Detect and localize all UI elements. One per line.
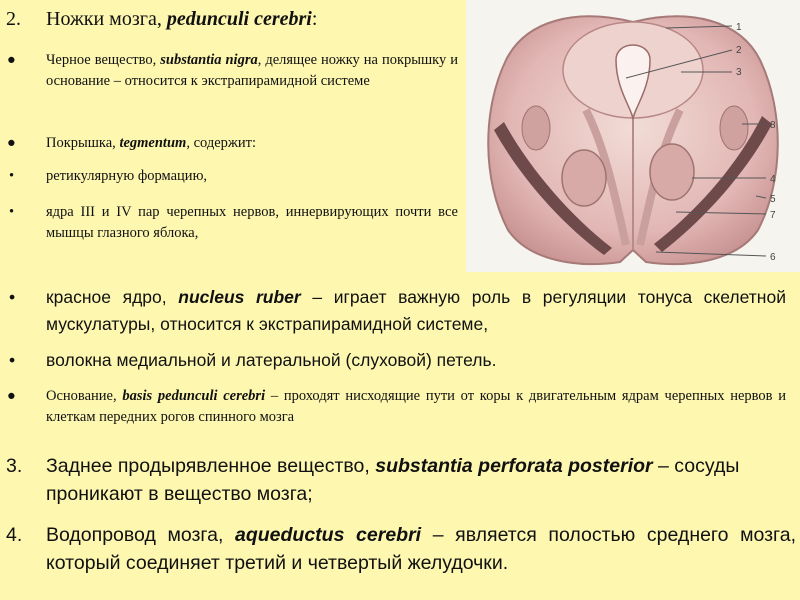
- midbrain-section-figure: [466, 0, 800, 272]
- list-item: Водопровод мозга, aqueductus cerebri – является полостью среднего мозга, который соединяет третий и четвертый желудочки.: [46, 524, 796, 574]
- latin-term: aqueductus cerebri: [235, 524, 422, 546]
- figure-label: 8: [770, 120, 776, 131]
- list-number: 2.: [6, 8, 21, 30]
- bullet-marker: •: [9, 287, 16, 307]
- latin-term: nucleus ruber: [178, 287, 301, 307]
- list-item: красное ядро, nucleus ruber – играет важную роль в регуляции тонуса скелетной мускулатуры, относится к экстрапирамидной системе,: [46, 287, 786, 334]
- latin-term: tegmentum: [119, 135, 187, 151]
- list-item: Заднее продырявленное вещество, substantia perforata posterior – сосуды проникают в вещество мозга;: [46, 455, 740, 505]
- bullet-marker: •: [9, 168, 15, 184]
- figure-label: 6: [770, 252, 776, 263]
- figure-label: 3: [736, 67, 742, 78]
- heading-text: Ножки мозга, pedunculi cerebri:: [46, 8, 318, 30]
- latin-term: pedunculi cerebri: [166, 8, 312, 30]
- midbrain-illustration: [466, 0, 800, 272]
- figure-label: 4: [770, 174, 776, 185]
- latin-term: substantia nigra: [160, 52, 258, 68]
- figure-label: 5: [770, 194, 776, 205]
- latin-term: substantia perforata posterior: [375, 455, 653, 477]
- latin-term: basis pedunculi cerebri: [122, 388, 266, 404]
- list-item: ядра III и IV пар черепных нервов, иннервирующих почти все мышцы глазного яблока,: [46, 204, 458, 241]
- list-number: 3.: [6, 455, 23, 477]
- figure-label: 1: [736, 22, 742, 33]
- bullet-marker: ●: [7, 388, 16, 404]
- list-number: 4.: [6, 524, 23, 546]
- list-item: ретикулярную формацию,: [46, 168, 208, 184]
- red-nucleus-right: [650, 144, 694, 200]
- bullet-marker: •: [9, 350, 16, 370]
- red-nucleus-left: [562, 150, 606, 206]
- list-item: Черное вещество, substantia nigra, делящее ножку на покрышку и основание – относится к экстрапирамидной системе: [46, 52, 458, 89]
- bullet-marker: ●: [7, 135, 16, 151]
- figure-label: 2: [736, 45, 742, 56]
- bullet-marker: ●: [7, 52, 16, 68]
- figure-label: 7: [770, 210, 776, 221]
- list-item: Покрышка, tegmentum, содержит:: [46, 135, 257, 151]
- bullet-marker: •: [9, 204, 15, 220]
- list-item: волокна медиальной и латеральной (слуховой) петель.: [46, 350, 497, 370]
- list-item: Основание, basis pedunculi cerebri – проходят нисходящие пути от коры к двигательным ядрам черепных нервов и клеткам передних рогов спинного мозга: [46, 388, 786, 425]
